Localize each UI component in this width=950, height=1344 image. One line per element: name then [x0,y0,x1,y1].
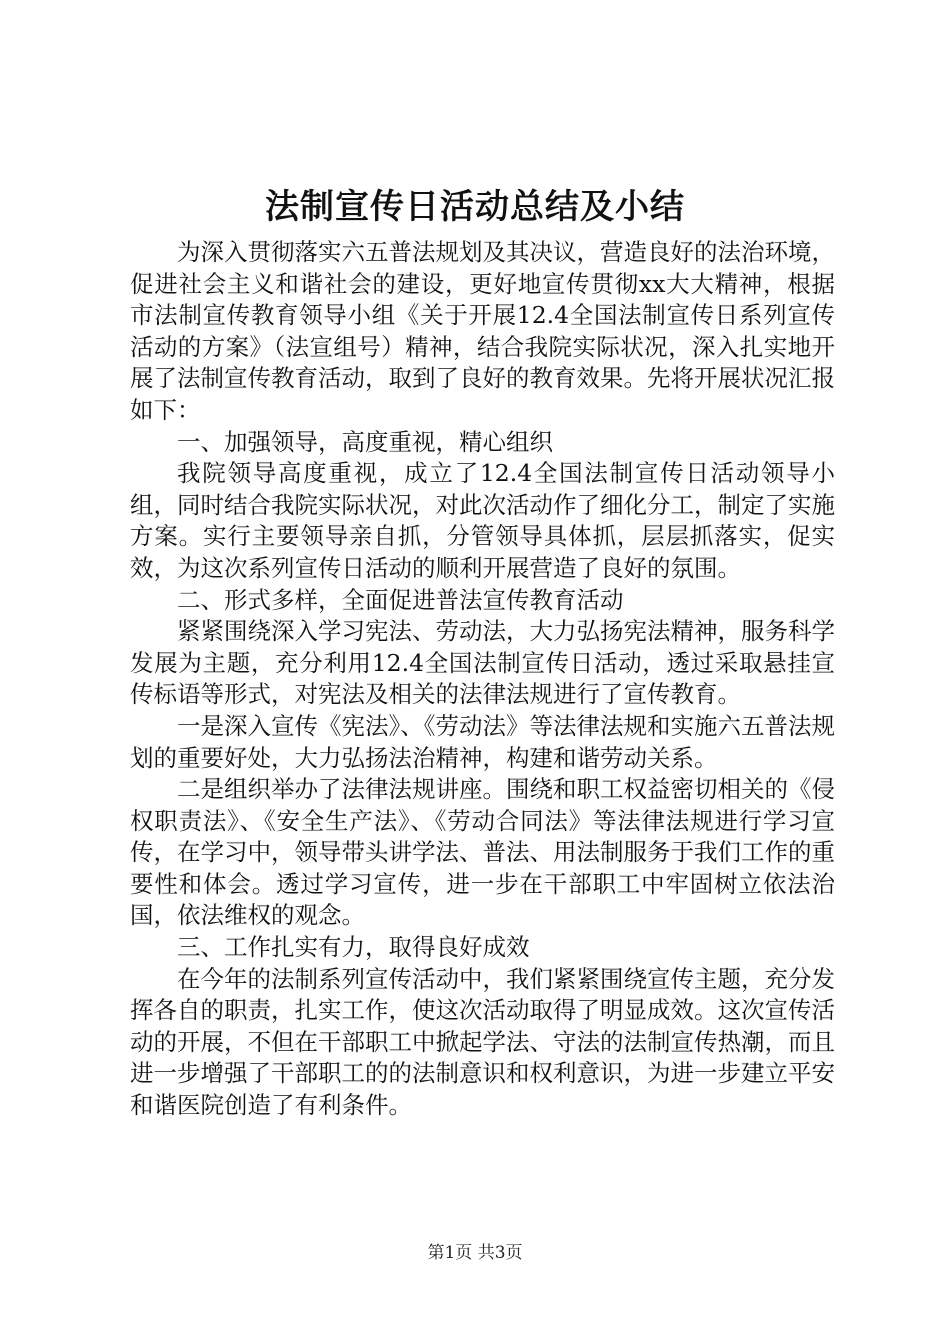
document-body [130,237,835,1122]
section-3-paragraph: 在今年的法制系列宣传活动中，我们紧紧围绕宣传主题，充分发挥各自的职责，扎实工作，使这次活动取得了明显成效。这次宣传活动的开展，不但在干部职工中掀起学法、守法的法制宣传热潮，而且进一步增强了干部职工的的法制意识和权利意识，为进一步建立平安和谐医院创造了有利条件。 [130,964,835,1120]
section-heading-3: 三、工作扎实有力，取得良好成效 [177,933,530,962]
section-2-item-1: 一是深入宣传《宪法》、《劳动法》等法律法规和实施六五普法规划的重要好处，大力弘扬法治精神，构建和谐劳动关系。 [130,711,835,772]
page-footer: 第1页 共3页 [427,1243,523,1263]
section-heading-1: 一、加强领导，高度重视，精心组织 [177,427,553,456]
section-2-item-2: 二是组织举办了法律法规讲座。围绕和职工权益密切相关的《侵权职责法》、《安全生产法》、《劳动合同法》等法律法规进行学习宣传，在学习中，领导带头讲学法、普法、用法制服务于我们工作的重要性和体会。透过学习宣传，进一步在干部职工中牢固树立依法治国，依法维权的观念。 [130,775,835,930]
section-heading-2: 二、形式多样，全面促进普法宣传教育活动 [177,585,624,614]
section-2-paragraph: 紧紧围绕深入学习宪法、劳动法，大力弘扬宪法精神，服务科学发展为主题，充分利用12.4全国法制宣传日活动，透过采取悬挂宣传标语等形式，对宪法及相关的法律法规进行了宣传教育。 [130,617,835,709]
document-title: 法制宣传日活动总结及小结 [265,187,685,227]
section-1-paragraph: 我院领导高度重视，成立了12.4全国法制宣传日活动领导小组，同时结合我院实际状况，对此次活动作了细化分工，制定了实施方案。实行主要领导亲自抓，分管领导具体抓，层层抓落实，促实效，为这次系列宣传日活动的顺利开展营造了良好的氛围。 [130,459,835,582]
intro-paragraph: 为深入贯彻落实六五普法规划及其决议，营造良好的法治环境，促进社会主义和谐社会的建设，更好地宣传贯彻xx大大精神，根据市法制宣传教育领导小组《关于开展12.4全国法制宣传日系列宣传活动的方案》（法宣组号）精神，结合我院实际状况，深入扎实地开展了法制宣传教育活动，取到了良好的教育效果。先将开展状况汇报如下： [130,238,835,424]
